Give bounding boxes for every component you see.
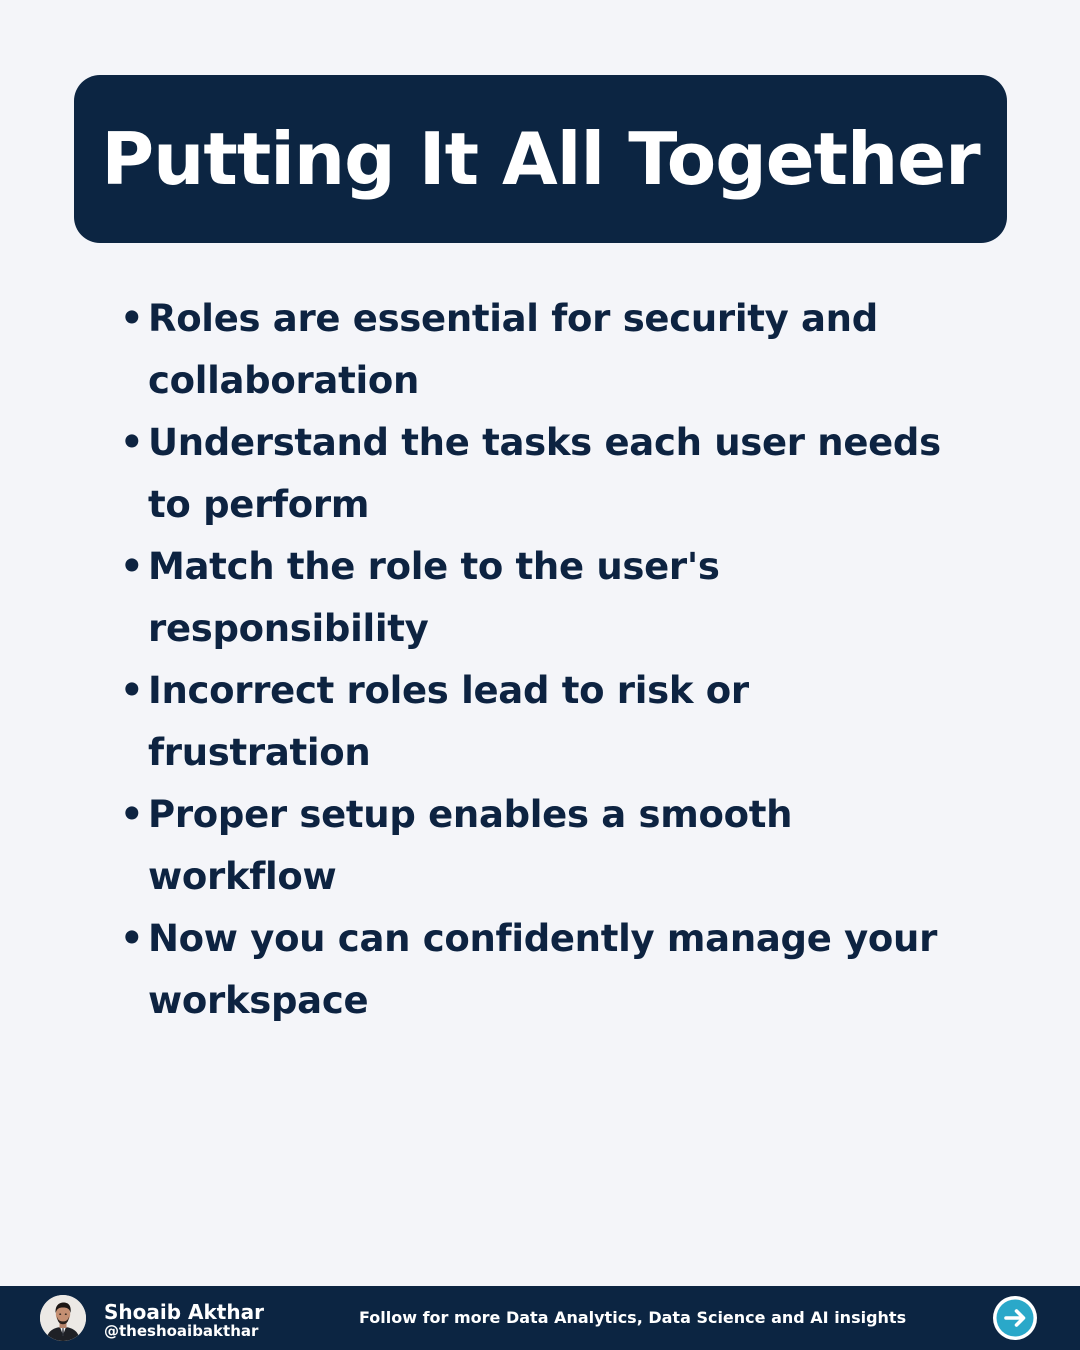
bullet-item	[120, 660, 980, 784]
bullet-marker: •	[120, 545, 144, 588]
bullet-list	[120, 288, 980, 1032]
bullet-text: Now you can confidently manage your workspace	[148, 917, 938, 1022]
bullet-text: Incorrect roles lead to risk or frustration	[148, 669, 749, 774]
bullet-item	[120, 288, 980, 412]
bullet-marker: •	[120, 669, 144, 712]
bullet-text: Proper setup enables a smooth workflow	[148, 793, 793, 898]
avatar	[40, 1295, 86, 1341]
avatar-portrait-icon	[40, 1295, 86, 1341]
bullet-marker: •	[120, 917, 144, 960]
author-name: Shoaib Akthar	[104, 1300, 264, 1324]
bullet-text: Roles are essential for security and collaboration	[148, 297, 878, 402]
bullet-item	[120, 908, 980, 1032]
bullet-marker: •	[120, 421, 144, 464]
bullet-marker: •	[120, 793, 144, 836]
bullet-item	[120, 412, 980, 536]
page-title: Putting It All Together	[101, 117, 980, 201]
bullet-text: Understand the tasks each user needs to perform	[148, 421, 941, 526]
footer-bar	[0, 1286, 1080, 1350]
next-slide-button[interactable]	[992, 1295, 1038, 1341]
author-handle[interactable]: @theshoaibakthar	[104, 1322, 259, 1340]
bullet-marker: •	[120, 297, 144, 340]
bullet-item	[120, 536, 980, 660]
arrow-right-circle-icon	[992, 1295, 1038, 1341]
title-banner	[74, 75, 1007, 243]
bullet-text: Match the role to the user's responsibility	[148, 545, 720, 650]
bullet-item	[120, 784, 980, 908]
follow-cta-text: Follow for more Data Analytics, Data Science and AI insights	[359, 1308, 907, 1327]
